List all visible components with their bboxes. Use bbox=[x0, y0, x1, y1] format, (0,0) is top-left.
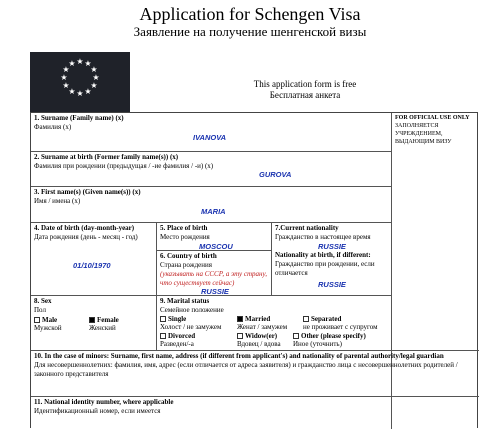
surname-birth-label: 2. Surname at birth (Former family name(s)) (x) bbox=[34, 153, 179, 161]
marital-label: 9. Marital status bbox=[160, 297, 210, 305]
single-checkbox[interactable] bbox=[160, 316, 166, 322]
divorced-label-ru: Разведен/-а bbox=[160, 340, 194, 348]
sex-sublabel: Пол bbox=[34, 306, 46, 314]
female-label-ru: Женский bbox=[89, 324, 116, 332]
svg-text:★: ★ bbox=[84, 59, 92, 68]
field-marital-status bbox=[156, 295, 391, 350]
application-form bbox=[30, 112, 478, 428]
sex-female-option[interactable] bbox=[89, 316, 119, 332]
svg-text:★: ★ bbox=[68, 87, 76, 96]
marital-divorced-option[interactable] bbox=[160, 332, 195, 348]
field-country-of-birth[interactable] bbox=[156, 250, 271, 295]
surname-value: IVANOVA bbox=[193, 133, 227, 142]
widow-label-ru: Вдовец / вдова bbox=[237, 340, 281, 348]
field-surname[interactable] bbox=[31, 113, 391, 151]
minors-sublabel: Для несовершеннолетних: фамилия, имя, адрес (если отличается от адреса заявителя) и гражданство лица с несовершеннолетних родителей / законного представителя bbox=[34, 361, 458, 378]
field-sex bbox=[31, 295, 156, 350]
official-use-title: FOR OFFICIAL USE ONLY bbox=[395, 115, 470, 121]
separated-label-ru: не проживает с супругом bbox=[303, 323, 378, 331]
dob-value: 01/10/1970 bbox=[73, 261, 111, 270]
minors-label: 10. In the case of minors: Surname, first name, address (if different from applicant's) and nationality of parental authority/legal guardian bbox=[34, 352, 444, 360]
separated-checkbox[interactable] bbox=[303, 316, 309, 322]
free-notice-en: This application form is free bbox=[253, 79, 357, 89]
nationality-label: 7.Current nationality bbox=[275, 224, 339, 232]
country-birth-value: RUSSIE bbox=[201, 287, 229, 296]
field-nationality-at-birth[interactable] bbox=[271, 250, 391, 295]
country-birth-sublabel: Страна рождения bbox=[160, 261, 212, 269]
first-names-label: 3. First name(s) (Given name(s)) (x) bbox=[34, 188, 141, 196]
national-id-sublabel: Идентификационный номер, если имеется bbox=[34, 407, 161, 415]
widow-label: Widow(er) bbox=[245, 332, 278, 340]
free-notice bbox=[240, 79, 370, 101]
svg-text:★: ★ bbox=[90, 65, 98, 74]
marital-sublabel: Семейное положение bbox=[160, 306, 224, 314]
nationality-birth-label: Nationality at birth, if different: bbox=[275, 251, 371, 259]
sex-label: 8. Sex bbox=[34, 297, 52, 305]
place-birth-sublabel: Место рождения bbox=[160, 233, 210, 241]
widow-checkbox[interactable] bbox=[237, 333, 243, 339]
other-checkbox[interactable] bbox=[293, 333, 299, 339]
svg-text:★: ★ bbox=[92, 73, 100, 82]
first-names-sublabel: Имя / имена (x) bbox=[34, 197, 81, 205]
field-current-nationality[interactable] bbox=[271, 222, 391, 250]
divorced-checkbox[interactable] bbox=[160, 333, 166, 339]
nationality-value: RUSSIE bbox=[318, 242, 346, 251]
official-use-text: ЗАПОЛНЯЕТСЯ УЧРЕЖДЕНИЕМ, ВЫДАЮЩИМ ВИЗУ bbox=[395, 123, 452, 145]
surname-label: 1. Surname (Family name) (x) bbox=[34, 114, 124, 122]
dob-label: 4. Date of birth (day-month-year) bbox=[34, 224, 135, 232]
other-label-ru: Иное (уточнить) bbox=[293, 340, 342, 348]
svg-text:★: ★ bbox=[84, 87, 92, 96]
married-checkbox[interactable] bbox=[237, 316, 243, 322]
field-national-id[interactable] bbox=[31, 396, 479, 429]
other-label: Other (please specify) bbox=[301, 332, 366, 340]
eu-stars-icon bbox=[30, 52, 130, 112]
field-surname-at-birth[interactable] bbox=[31, 151, 391, 186]
svg-text:★: ★ bbox=[90, 81, 98, 90]
divorced-label: Divorced bbox=[168, 332, 196, 340]
country-birth-label: 6. Country of birth bbox=[160, 252, 217, 260]
surname-birth-sublabel: Фамилия при рождении (предыдущая / -ие фамилия / -и) (x) bbox=[34, 162, 214, 170]
form-subtitle: Заявление на получение шенгенской визы bbox=[133, 24, 367, 39]
svg-text:★: ★ bbox=[76, 89, 84, 98]
national-id-label: 11. National identity number, where applicable bbox=[34, 398, 174, 406]
form-title: Application for Schengen Visa bbox=[139, 4, 361, 24]
male-label-ru: Мужской bbox=[34, 324, 62, 332]
single-label: Single bbox=[168, 315, 187, 323]
surname-birth-value: GUROVA bbox=[259, 170, 292, 179]
official-use-box bbox=[391, 113, 479, 193]
svg-text:★: ★ bbox=[76, 57, 84, 66]
dob-sublabel: Дата рождения (день - месяц - год) bbox=[34, 233, 138, 241]
male-checkbox[interactable] bbox=[34, 317, 40, 323]
field-place-of-birth[interactable] bbox=[156, 222, 271, 250]
field-first-names[interactable] bbox=[31, 186, 391, 222]
svg-text:★: ★ bbox=[60, 73, 68, 82]
married-label: Married bbox=[245, 315, 271, 323]
surname-sublabel: Фамилия (x) bbox=[34, 123, 72, 131]
field-minors-guardian[interactable] bbox=[31, 350, 479, 396]
marital-separated-option[interactable] bbox=[303, 315, 378, 331]
svg-text:★: ★ bbox=[68, 59, 76, 68]
nationality-sublabel: Гражданство в настоящее время bbox=[275, 233, 371, 241]
married-label-ru: Женат / замужем bbox=[237, 323, 288, 331]
marital-other-option[interactable] bbox=[293, 332, 366, 348]
male-label: Male bbox=[42, 316, 58, 324]
country-birth-note: (указывать на СССР, а эту страну, что существует сейчас) bbox=[160, 270, 268, 287]
free-notice-ru: Бесплатная анкета bbox=[269, 90, 341, 100]
single-label-ru: Холост / не замужем bbox=[160, 323, 222, 331]
female-label: Female bbox=[97, 316, 119, 324]
marital-widow-option[interactable] bbox=[237, 332, 281, 348]
sex-male-option[interactable] bbox=[34, 316, 62, 332]
separated-label: Separated bbox=[311, 315, 342, 323]
field-date-of-birth[interactable] bbox=[31, 222, 156, 295]
nationality-birth-value: RUSSIE bbox=[318, 280, 346, 289]
place-birth-label: 5. Place of birth bbox=[160, 224, 208, 232]
female-checkbox[interactable] bbox=[89, 317, 95, 323]
marital-married-option[interactable] bbox=[237, 315, 287, 331]
place-birth-value: MOSCOU bbox=[199, 242, 233, 251]
svg-text:★: ★ bbox=[62, 81, 70, 90]
eu-flag bbox=[30, 52, 130, 112]
marital-single-option[interactable] bbox=[160, 315, 221, 331]
svg-text:★: ★ bbox=[62, 65, 70, 74]
nationality-birth-sublabel: Гражданство при рождении, если отличается bbox=[275, 260, 375, 277]
first-names-value: MARIA bbox=[201, 207, 226, 216]
